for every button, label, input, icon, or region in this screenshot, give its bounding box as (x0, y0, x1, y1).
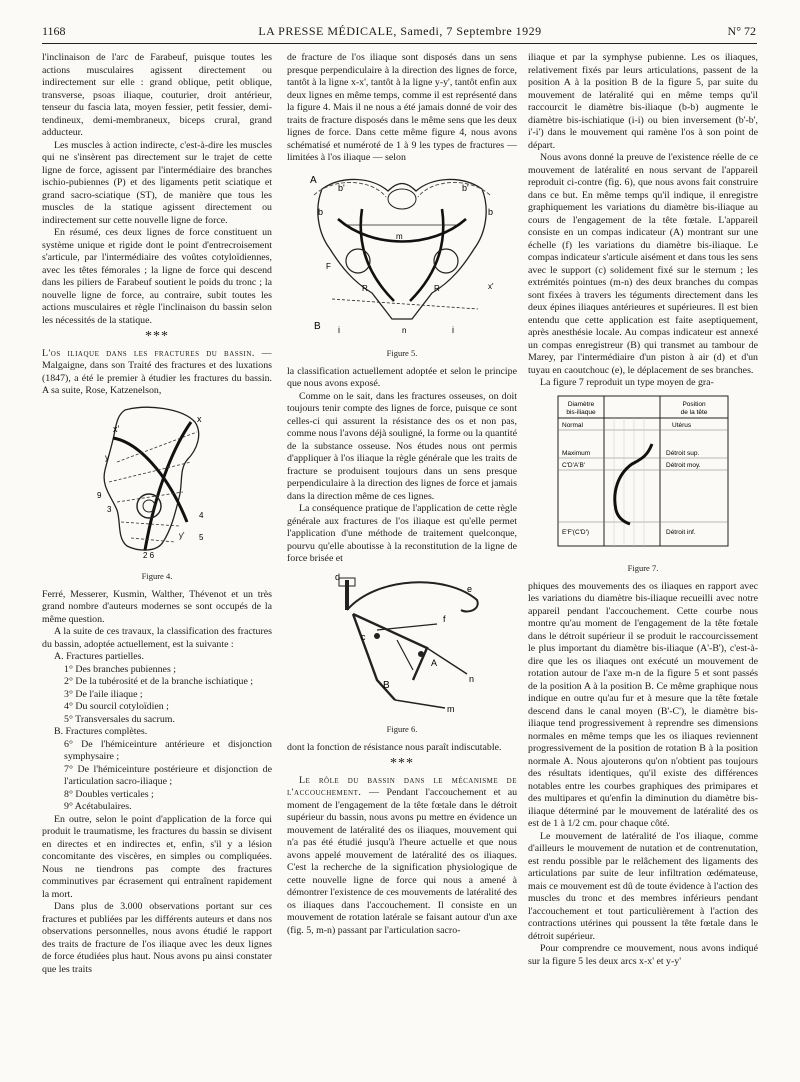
svg-text:5: 5 (199, 532, 204, 542)
figure-4-caption: Figure 4. (141, 571, 173, 581)
svg-text:d: d (335, 571, 341, 582)
list-item: 5° Transversales du sacrum. (64, 713, 175, 725)
paragraph: La figure 7 reproduit un type moyen de gra- (540, 377, 714, 388)
fig7-row-detroit-sup: Détroit sup. (666, 449, 700, 457)
svg-text:A: A (310, 174, 317, 186)
list-item: 7° De l'hémiceinture postérieure et disjonction de l'articulation sacro-iliaque ; (64, 763, 272, 787)
svg-text:3: 3 (107, 504, 112, 514)
svg-text:n: n (402, 325, 407, 335)
fig7-row-uterus: Utérus (672, 421, 692, 429)
column-2 (287, 52, 517, 937)
fig7-col-right-title-1: Position (682, 400, 706, 408)
list-item: 8° Doubles verticales ; (64, 788, 154, 800)
list-item: 4° Du sourcil cotyloïdien ; (64, 701, 169, 712)
paragraph: La conséquence pratique de l'application de cette règle générale aux fractures de l'os iliaque est qu'elle permet l'application d'une méthode de traitement quelconque, pourvu qu'elle aboutisse à la reconstitution de la ligne de force brisée et (287, 503, 517, 564)
svg-text:e: e (467, 583, 473, 594)
svg-text:b': b' (462, 182, 469, 193)
paragraph: Le mouvement de latéralité de l'os iliaque, comme d'ailleurs le mouvement de nutation et de contrenutation, est rendu possible par le relâchement des ligaments des articulations par suite de leur infiltration œdémateuse, mais ce mouvement est dû de toute évidence à l'action des muscles du tronc et des membres inférieurs pendant l'accouchement et tout particulièrement à l'action des contractions utérines qui poussent la tête fœtale dans le détroit supérieur. (528, 830, 758, 942)
fig7-row-cdab: C'D'A'B' (562, 461, 586, 469)
column-1 (42, 52, 272, 976)
svg-text:R: R (362, 283, 368, 293)
svg-text:b: b (318, 206, 324, 217)
svg-text:b': b' (338, 182, 345, 193)
paragraph: Dans plus de 3.000 observations portant sur ces fractures et publiées par les différents auteurs et dans nos observations personnelles, nous avons étudié le rapport des traits de fracture de l'os iliaque avec les deux lignes de force étudiées plus haut. Nous avons pu ainsi constater que les traits (42, 901, 272, 975)
fig7-row-detroit-moy: Détroit moy. (666, 461, 701, 469)
page-number: 1168 (42, 24, 66, 38)
figure-6 (287, 570, 517, 720)
fig7-col-left-title-2: bis-iliaque (566, 408, 596, 416)
paragraph: Ferré, Messerer, Kusmin, Walther, Thévenot et un très grand nombre d'auteurs modernes se sont occupés de la même question. (42, 588, 272, 625)
svg-text:i: i (452, 324, 454, 335)
list-item: 9° Acétabulaires. (64, 801, 132, 812)
list-item: 6° De l'hémiceinture antérieure et disjonction symphysaire ; (64, 738, 272, 762)
fig7-row-detroit-inf: Détroit inf. (666, 528, 696, 536)
paragraph: l'inclinaison de l'arc de Farabeuf, puisque toutes les actions musculaires agissent directement ou indirectement sur elle : grand oblique, petit oblique, transverse, psoas iliaque, couturier, droit antérieur, tenseur du fascia lata, moyen fessier, petit fessier, demi-tendineux, demi-membraneux, biceps crural, grand adducteur. (42, 52, 272, 138)
svg-text:y': y' (179, 530, 185, 540)
paragraph: la classification actuellement adoptée et selon le principe que nous avons exposé. (287, 365, 517, 389)
paragraph: Nous avons donné la preuve de l'existence réelle de ce mouvement de latéralité en nous servant de l'appareil reproduit ci-contre (fig. 6), que nous avons fait construire dans ce but. En même temps qu'il indique, il enregistre graphiquement les variations du diamètre bis-iliaque au cours de l'engagement de la tête fœtale. L'appareil consiste en un compas indicateur (A) montrant sur une échelle (f) les variations du diamètre bis-iliaque. Le compas indicateur s'articule aisément et dans tous les sens avec le support (c) solidement fixé sur le sternum ; les extrémités pointues (m-n) des deux branches du compas sont fixées à travers les téguments directement dans les deux épines iliaques antérieures et supérieures. Il est bien entendu que cette application est faite aseptiquement, après anesthésie locale. Au compas indicateur est annexé un compas enregistreur (B) qui transmet au tambour de Marey, par l'intermédiaire d'un piston à air (d) et d'un tuyau en caoutchouc (e), le déplacement de ses branches. (528, 152, 758, 376)
svg-text:R: R (434, 283, 440, 293)
section-ornament: *** (145, 329, 169, 344)
paragraph: dont la fonction de résistance nous paraît indiscutable. (287, 741, 502, 753)
fig7-row-maximum: Maximum (562, 449, 591, 457)
section-ornament: *** (390, 756, 414, 771)
svg-text:f: f (443, 613, 446, 624)
paragraph: A la suite de ces travaux, la classification des fractures du bassin, adoptée actuellement, est la suivante : (42, 626, 272, 650)
section-heading: Le rôle du bassin dans le mécanisme de l'accouchement. — (287, 774, 517, 798)
section-heading: L'os iliaque dans les fractures du bassin. — (42, 347, 272, 359)
list-item: 2° De la tubérosité et de la branche ischiatique ; (64, 676, 254, 687)
header-rule (42, 43, 757, 44)
svg-text:4: 4 (199, 510, 204, 520)
running-header: LA PRESSE MÉDICALE, Samedi, 7 Septembre 1929 (258, 24, 542, 38)
paragraph: Pendant l'accouchement et au moment de l'engagement de la tête fœtale dans le détroit supérieur du bassin, nous avons pu mettre en évidence un mouvement de latéralité des os iliaques, mouvement qui n'a pas été étudié jusqu'à l'heure actuelle et que nous avons appelé mouvement de latéralité des os iliaques. C'est la recherche de la signification physiologique de cette nouvelle ligne de force qui nous a amené à démontrer l'existence de ces mouvements de latéralité des os iliaques dans l'accouchement. Il consiste en un mouvement de rotation latérale se faisant autour d'un axe (fig. 5, m-n) passant par l'articulation sacro- (287, 787, 518, 936)
svg-text:c: c (361, 631, 366, 642)
paragraph: En résumé, ces deux lignes de force constituent un système unique et rigide dont le point d'entrecroisement s'articule, par l'intermédiaire des voûtes cotyloïdiennes, avec les têtes fémorales ; la ligne de force qui descend dans les piliers de Farabeuf soutient le poids du tronc ; la nouvelle ligne de force, au contraire, subit toutes les actions musculaires et règle l'inclinaison du bassin selon les nécessités de la statique. (42, 227, 272, 326)
paragraph: Malgaigne, dans son Traité des fractures et des luxations (1847), a été le premier à étudier les fractures du bassin. A sa suite, Rose, Katzenelson, (42, 360, 272, 396)
svg-text:B: B (383, 679, 390, 691)
paragraph: En outre, selon le point d'application de la force qui produit le traumatisme, les fractures du bassin se divisent en directes et en indirectes et, enfin, s'il y a lésion concomitante des viscères, en simples ou compliquées. Nous ne tiendrons pas compte des fractures comminutives par écrasement qui entraînent rapidement la mort. (42, 813, 272, 900)
fig7-row-efcd: E'F'(C'D') (562, 528, 589, 536)
figure-5 (287, 169, 517, 344)
svg-text:x': x' (488, 281, 494, 291)
pelvis-diagram (302, 169, 502, 339)
figure-7-caption: Figure 7. (627, 563, 659, 573)
svg-text:9: 9 (97, 490, 102, 500)
figure-5-caption: Figure 5. (386, 348, 418, 358)
svg-text:x': x' (113, 423, 120, 434)
fig7-col-right-title-2: de la tête (680, 408, 708, 416)
bis-iliac-diameter-graph (548, 394, 738, 554)
paragraph: phiques des mouvements des os iliaques en rapport avec les variations du diamètre bis-iliaque recueilli avec notre appareil pendant l'accouchement. Cette courbe nous montre qu'au moment de l'engagement de la tête fœtale dans le détroit supérieur il se produit le raccourcissement le plus important du diamètre bis-iliaque (A'-B'), c'est-à-dire que les os iliaques ont exécuté un mouvement de rotation autour de l'axe m-n de la figure 5 et sont passés de la position A à la position B. Ce même graphique nous indique en outre qu'au fur et à mesure que la tête fœtale descend dans le canal moyen (B'-C'), le diamètre bis-iliaque tend progressivement à reprendre ses dimensions normales en même temps que les os iliaques reviennent progressivement de la position de rotation B à la position normale A. Nous ajouterons qu'on n'obtient pas toujours des résultats identiques, qu'il existe des différences notables entre les courbes graphiques des primipares et des multipares et qu'enfin la diminution du diamètre bis-iliaque déterminé par le mouvement de latéralité des os est de 1 à 1/2 cm. pour chaque côté. (528, 580, 758, 829)
paragraph: Pour comprendre ce mouvement, nous avons indiqué sur la figure 5 les deux arcs x-x' et y-y' (528, 943, 758, 967)
svg-text:x: x (197, 413, 202, 424)
issue-number: N° 72 (727, 24, 756, 38)
paragraph: iliaque et par la symphyse pubienne. Les os iliaques, relativement fixés par leurs articulations, passent de la position A à la position B de la figure 5, par suite du mouvement de latéralité qui en même temps qu'il raccourcit le diamètre bis-iliaque (b-b) augmente le diamètre bis-ischiatique (i-i) ou bien inversement (b'-b', i'-i') dans le mouvement qui ramène l'os à son point de départ. (528, 52, 758, 151)
compass-apparatus-diagram (317, 570, 487, 715)
svg-text:i: i (338, 324, 340, 335)
svg-text:F: F (326, 261, 331, 271)
svg-text:n: n (469, 673, 475, 684)
svg-text:B: B (314, 320, 321, 332)
paragraph: Comme on le sait, dans les fractures osseuses, on doit toujours tenir compte des lignes de force, puisque ce sont celles-ci qui assurent la résistance des os et non pas, comme nous l'avons déjà souligné, la forme ou la quantité de la substance osseuse. Nos études nous ont permis d'appliquer à l'os iliaque la règle générale que les traits de fracture se produisent toujours dans un sens presque perpendiculaire à la direction des lignes de force et jamais dans la direction même de ces lignes. (287, 390, 517, 502)
ilium-fracture-diagram (87, 402, 227, 562)
paragraph: de fracture de l'os iliaque sont disposés dans un sens presque perpendiculaire à la direction des lignes de force, tantôt à la ligne x-x', tantôt à la ligne y-y', tantôt enfin aux deux lignes en même temps, comme il est représenté dans la figure 4. Mais il ne nous a été jamais donné de voir des traits de fracture disposés dans le même sens que les deux lignes de force. Dans cette même figure 4, nous avons schématisé et numéroté de 1 à 9 les types de fractures — limitées à l'os iliaque — selon (287, 52, 517, 163)
svg-text:2 6: 2 6 (143, 550, 155, 560)
list-item: 1° Des branches pubiennes ; (64, 663, 176, 675)
figure-6-caption: Figure 6. (386, 724, 418, 734)
column-3 (528, 52, 758, 968)
fig7-row-normal: Normal (562, 421, 583, 429)
fig7-col-left-title-1: Diamètre (567, 400, 595, 408)
classification-heading: A. Fractures partielles. (54, 651, 144, 662)
svg-text:A: A (431, 657, 438, 668)
svg-text:b: b (488, 206, 494, 217)
classification-heading: B. Fractures complètes. (54, 726, 148, 737)
figure-7 (528, 394, 758, 559)
list-item: 3° De l'aile iliaque ; (64, 688, 143, 700)
svg-text:m: m (396, 231, 403, 241)
figure-4 (42, 402, 272, 567)
svg-text:y: y (105, 452, 109, 462)
svg-text:m: m (447, 703, 455, 714)
paragraph: Les muscles à action indirecte, c'est-à-dire les muscles qui ne s'insèrent pas directement sur le trajet de cette ligne de force, agissent par l'intermédiaire des branches ischio-pubiennes (P) et des ligaments petit sciatique et grand sacro-sciatique (ST), de manière que tous les muscles de la statique agissent directement ou indirectement sur cette nouvelle ligne de force. (42, 139, 272, 226)
